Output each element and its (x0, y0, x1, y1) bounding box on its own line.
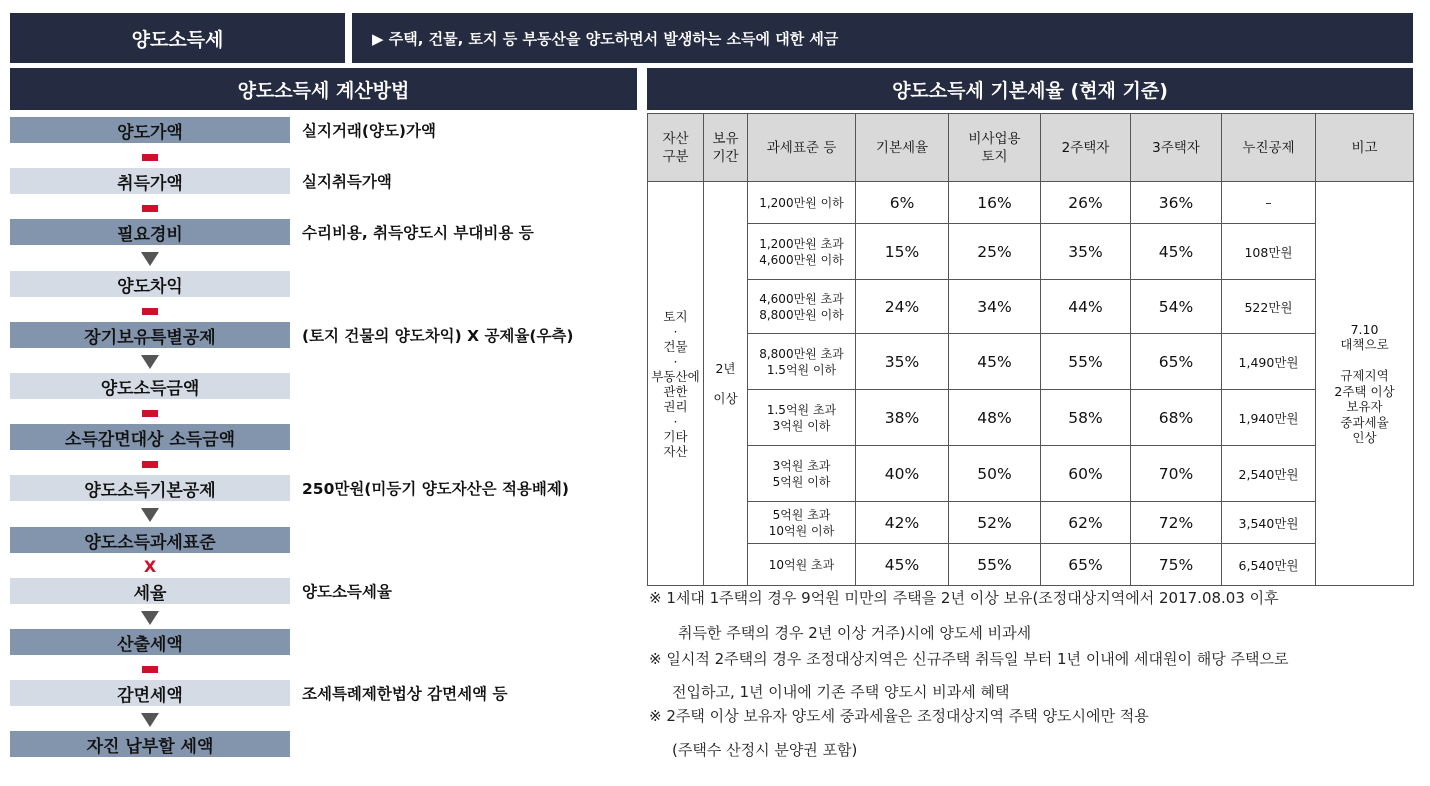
col-header-asset-type: 자산 구분 (648, 114, 704, 182)
col-header-tax-base: 과세표준 등 (748, 114, 856, 182)
table-row (648, 544, 1414, 586)
calc-step: 양도소득금액 (10, 373, 290, 399)
three-homes-rate-cell: 54% (1131, 280, 1222, 334)
calc-method-header: 양도소득세 계산방법 (10, 68, 637, 110)
asset-type-cell: 토지 · 건물 · 부동산에 관한 권리 · 기타 자산 (648, 182, 704, 586)
calc-step: 소득감면대상 소득금액 (10, 424, 290, 450)
footnote-2-cont: 전입하고, 1년 이내에 기존 주택 양도시 비과세 혜택 (672, 683, 1010, 701)
progressive-deduction-cell: 1,490만원 (1222, 334, 1316, 390)
three-homes-rate-cell: 36% (1131, 182, 1222, 224)
table-row (648, 446, 1414, 502)
calc-step: 감면세액 (10, 680, 290, 706)
calc-step: 산출세액 (10, 629, 290, 655)
calc-step: 양도소득과세표준 (10, 527, 290, 553)
table-header-row (648, 114, 1414, 182)
table-row (648, 390, 1414, 446)
tax-base-cell: 4,600만원 초과 8,800만원 이하 (748, 280, 856, 334)
minus-icon (142, 205, 158, 212)
tax-base-cell: 8,800만원 초과 1.5억원 이하 (748, 334, 856, 390)
calc-operator (10, 354, 290, 370)
basic-rate-cell: 45% (856, 544, 949, 586)
minus-icon (142, 461, 158, 468)
three-homes-rate-cell: 45% (1131, 224, 1222, 280)
table-row (648, 502, 1414, 544)
calc-step-note: 250만원(미등기 양도자산은 적용배제) (302, 480, 569, 498)
tax-base-cell: 10억원 초과 (748, 544, 856, 586)
progressive-deduction-cell: 108만원 (1222, 224, 1316, 280)
tax-rate-table (647, 113, 1414, 586)
calc-step: 양도가액 (10, 117, 290, 143)
tax-description: ▶ 주택, 건물, 토지 등 부동산을 양도하면서 발생하는 소득에 대한 세금 (352, 13, 1413, 63)
page-title: 양도소득세 (10, 13, 345, 63)
basic-rate-cell: 6% (856, 182, 949, 224)
footnote-1: ※ 1세대 1주택의 경우 9억원 미만의 주택을 2년 이상 보유(조정대상지역에서 2017.08.03 이후 (649, 589, 1279, 607)
footnote-3: ※ 2주택 이상 보유자 양도세 중과세율은 조정대상지역 주택 양도시에만 적용 (649, 707, 1149, 725)
remark-cell: 7.10 대책으로 규제지역 2주택 이상 보유자 중과세율 인상 (1316, 182, 1414, 586)
three-homes-rate-cell: 72% (1131, 502, 1222, 544)
col-header-holding-period: 보유 기간 (704, 114, 748, 182)
two-homes-rate-cell: 65% (1041, 544, 1131, 586)
col-header-progressive-deduction: 누진공제 (1222, 114, 1316, 182)
three-homes-rate-cell: 75% (1131, 544, 1222, 586)
nonbusiness-land-rate-cell: 52% (949, 502, 1041, 544)
basic-rate-cell: 40% (856, 446, 949, 502)
tax-base-cell: 3억원 초과 5억원 이하 (748, 446, 856, 502)
progressive-deduction-cell: 2,540만원 (1222, 446, 1316, 502)
tax-base-cell: 1,200만원 이하 (748, 182, 856, 224)
multiply-icon: X (143, 557, 157, 576)
holding-period-cell: 2년 이상 (704, 182, 748, 586)
calc-operator (10, 251, 290, 267)
calc-step: 취득가액 (10, 168, 290, 194)
calc-operator (10, 559, 290, 575)
basic-rate-cell: 42% (856, 502, 949, 544)
calc-step: 자진 납부할 세액 (10, 731, 290, 757)
tax-base-cell: 5억원 초과 10억원 이하 (748, 502, 856, 544)
three-homes-rate-cell: 65% (1131, 334, 1222, 390)
minus-icon (142, 410, 158, 417)
basic-rate-cell: 35% (856, 334, 949, 390)
calc-step-note: 실지취득가액 (302, 173, 392, 191)
three-homes-rate-cell: 70% (1131, 446, 1222, 502)
calc-operator (10, 405, 290, 421)
minus-icon (142, 154, 158, 161)
down-arrow-icon (141, 355, 159, 369)
calc-step: 양도차익 (10, 271, 290, 297)
basic-rate-cell: 24% (856, 280, 949, 334)
calc-operator (10, 200, 290, 216)
calc-step-note: (토지 건물의 양도차익) X 공제율(우측) (302, 327, 574, 345)
down-arrow-icon (141, 611, 159, 625)
table-row (648, 280, 1414, 334)
calc-operator (10, 456, 290, 472)
footnote-1-cont: 취득한 주택의 경우 2년 이상 거주)시에 양도세 비과세 (678, 624, 1032, 642)
nonbusiness-land-rate-cell: 55% (949, 544, 1041, 586)
calc-step-note: 수리비용, 취득양도시 부대비용 등 (302, 224, 534, 242)
calc-operator (10, 712, 290, 728)
footnote-3-cont: (주택수 산정시 분양권 포함) (672, 741, 858, 759)
table-row (648, 182, 1414, 224)
two-homes-rate-cell: 44% (1041, 280, 1131, 334)
tax-base-cell: 1,200만원 초과 4,600만원 이하 (748, 224, 856, 280)
two-homes-rate-cell: 62% (1041, 502, 1131, 544)
tax-base-cell: 1.5억원 초과 3억원 이하 (748, 390, 856, 446)
two-homes-rate-cell: 58% (1041, 390, 1131, 446)
calc-step: 장기보유특별공제 (10, 322, 290, 348)
progressive-deduction-cell: 1,940만원 (1222, 390, 1316, 446)
nonbusiness-land-rate-cell: 50% (949, 446, 1041, 502)
basic-rate-cell: 38% (856, 390, 949, 446)
progressive-deduction-cell: 6,540만원 (1222, 544, 1316, 586)
col-header-nonbusiness-land: 비사업용 토지 (949, 114, 1041, 182)
two-homes-rate-cell: 55% (1041, 334, 1131, 390)
calc-operator (10, 303, 290, 319)
two-homes-rate-cell: 26% (1041, 182, 1131, 224)
progressive-deduction-cell: – (1222, 182, 1316, 224)
footnote-2: ※ 일시적 2주택의 경우 조정대상지역은 신규주택 취득일 부터 1년 이내에 세대원이 해당 주택으로 (649, 650, 1289, 668)
col-header-three-homes: 3주택자 (1131, 114, 1222, 182)
down-arrow-icon (141, 508, 159, 522)
table-row (648, 334, 1414, 390)
calc-operator (10, 507, 290, 523)
col-header-two-homes: 2주택자 (1041, 114, 1131, 182)
down-arrow-icon (141, 713, 159, 727)
table-row (648, 224, 1414, 280)
progressive-deduction-cell: 522만원 (1222, 280, 1316, 334)
calc-step-note: 양도소득세율 (302, 583, 392, 601)
calc-step: 필요경비 (10, 219, 290, 245)
calc-operator (10, 661, 290, 677)
nonbusiness-land-rate-cell: 16% (949, 182, 1041, 224)
basic-rate-cell: 15% (856, 224, 949, 280)
calc-operator (10, 610, 290, 626)
down-arrow-icon (141, 252, 159, 266)
two-homes-rate-cell: 60% (1041, 446, 1131, 502)
calc-step-note: 조세특례제한법상 감면세액 등 (302, 685, 508, 703)
nonbusiness-land-rate-cell: 25% (949, 224, 1041, 280)
calc-step: 양도소득기본공제 (10, 475, 290, 501)
tax-rate-header: 양도소득세 기본세율 (현재 기준) (647, 68, 1413, 110)
col-header-remark: 비고 (1316, 114, 1414, 182)
nonbusiness-land-rate-cell: 45% (949, 334, 1041, 390)
minus-icon (142, 308, 158, 315)
two-homes-rate-cell: 35% (1041, 224, 1131, 280)
nonbusiness-land-rate-cell: 48% (949, 390, 1041, 446)
progressive-deduction-cell: 3,540만원 (1222, 502, 1316, 544)
nonbusiness-land-rate-cell: 34% (949, 280, 1041, 334)
col-header-basic-rate: 기본세율 (856, 114, 949, 182)
three-homes-rate-cell: 68% (1131, 390, 1222, 446)
minus-icon (142, 666, 158, 673)
calc-step: 세율 (10, 578, 290, 604)
calc-step-note: 실지거래(양도)가액 (302, 122, 436, 140)
calc-operator (10, 149, 290, 165)
